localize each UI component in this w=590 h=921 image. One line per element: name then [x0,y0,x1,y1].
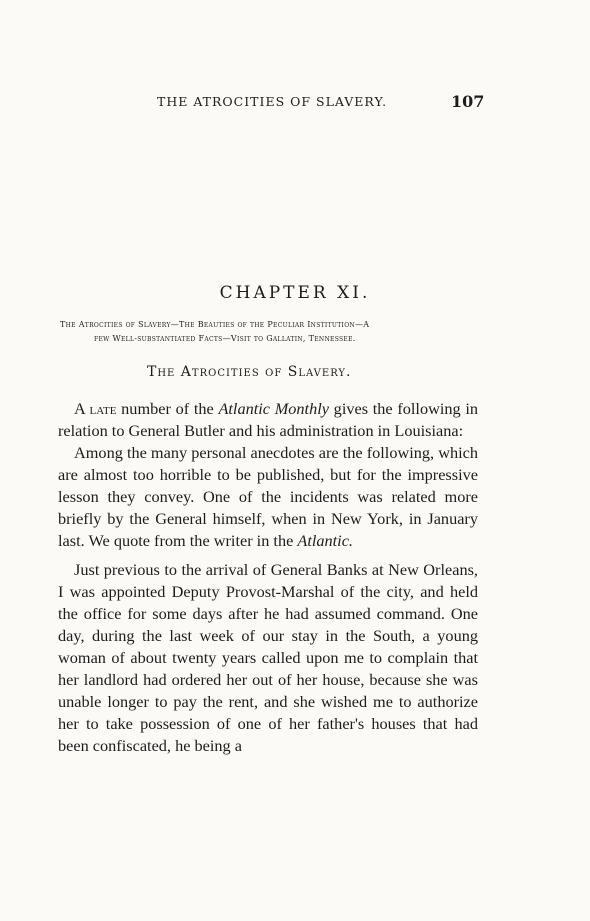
paragraph-1-lead: A late [74,399,117,418]
paragraph-1 [58,398,478,442]
page-number: 107 [451,92,485,111]
paragraph-1-text-b: gives the following in relation to General Butler and his administration in Louisiana: [58,399,479,440]
paragraph-3-text: Just previous to the arrival of General Banks at New Orleans, I was appointed Deputy Provost-Marshal of the city, and held the office for some days after he had assumed command. One day, during the last week of our stay in the South, a young woman of about twenty years called upon me to complain that her landlord had ordered her out of her house, because she was unable longer to pay the rent, and she wished me to authorize her to take possession of one of her father's houses that had been confiscated, he being a [58,560,478,755]
running-title: THE ATROCITIES OF SLAVERY. [157,94,388,109]
paragraph-2 [58,442,478,552]
chapter-synopsis [60,318,490,346]
paragraph-1-italic: Atlantic Monthly [218,399,329,418]
synopsis-line-1: The Atrocities of Slavery—The Beauties of the Peculiar Institution—A [60,320,370,329]
paragraph-2-italic: Atlantic. [297,531,354,550]
paragraph-2-text-a: Among the many personal anecdotes are the following, which are almost too horrible to be published, but for the impressive lesson they convey. One of the incidents was related more briefly by the General himself, when in New York, in January last. We quote from the writer in the [58,443,478,550]
chapter-title: CHAPTER XI. [219,283,371,303]
paragraph-1-text-a: number of the [116,399,219,418]
paragraph-3 [58,559,478,757]
section-title: The Atrocities of Slavery. [147,364,352,380]
synopsis-line-2: few Well-substantiated Facts—Visit to Gallatin, Tennessee. [94,334,356,343]
body-text [58,398,478,757]
